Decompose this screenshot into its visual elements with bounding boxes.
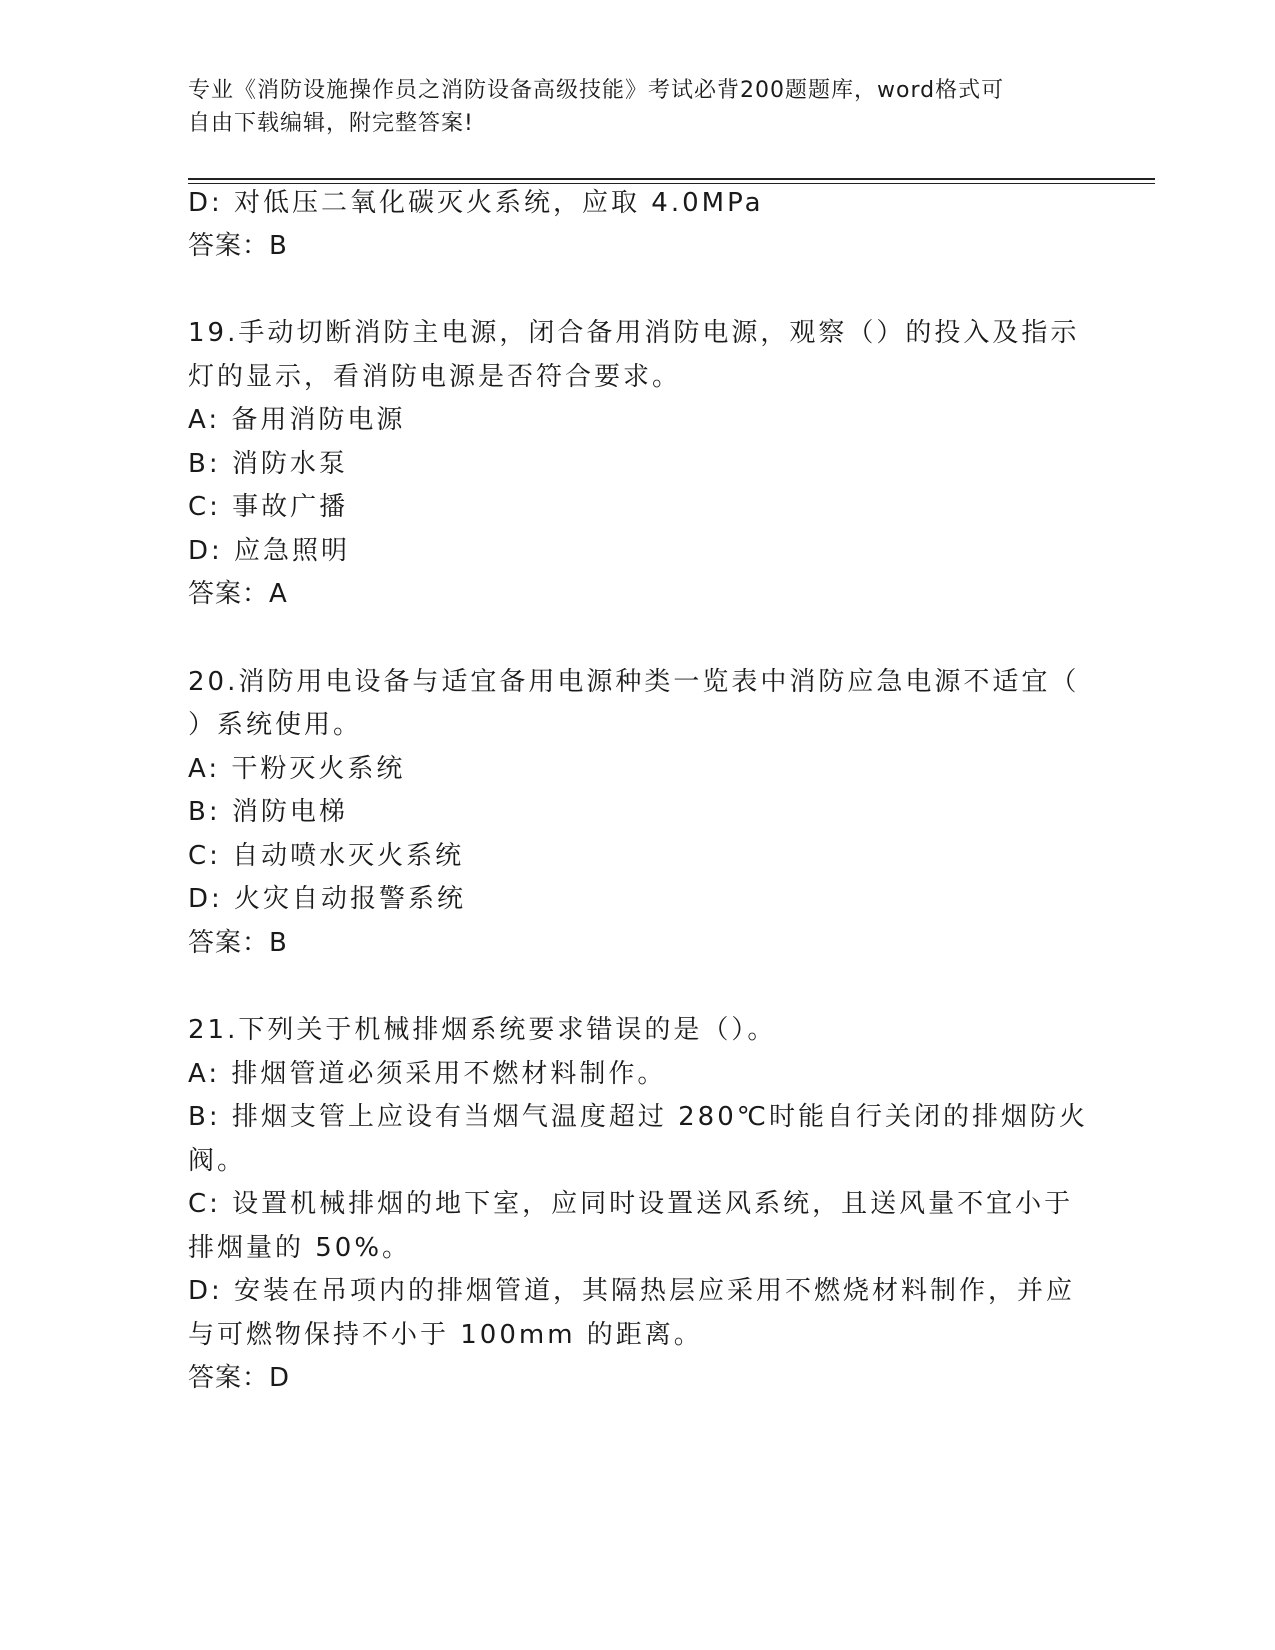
q20-stem-line-2: ）系统使用。: [188, 710, 363, 740]
header-divider-thick: [188, 178, 1155, 180]
q20-option-d: D: 火灾自动报警系统: [188, 884, 467, 914]
q19-option-d: D: 应急照明: [188, 536, 351, 566]
q21-option-d-line-1: D: 安装在吊项内的排烟管道，其隔热层应采用不燃烧材料制作，并应: [188, 1276, 1076, 1306]
header-line-2: 自由下载编辑，附完整答案!: [188, 111, 474, 136]
q19-option-c: C: 事故广播: [188, 492, 349, 522]
prev-option-d: D: 对低压二氧化碳灭火系统，应取 4.0MPa: [188, 188, 764, 218]
q21-option-b-line-2: 阀。: [188, 1146, 247, 1176]
q21-answer: 答案：D: [188, 1363, 291, 1393]
q20-option-a: A: 干粉灭火系统: [188, 754, 406, 784]
document-header: [188, 74, 1088, 140]
prev-answer: 答案：B: [188, 231, 288, 261]
q21-stem: 21.下列关于机械排烟系统要求错误的是（）。: [188, 1015, 777, 1045]
q19-option-a: A: 备用消防电源: [188, 405, 406, 435]
q21-option-c-line-1: C: 设置机械排烟的地下室，应同时设置送风系统，且送风量不宜小于: [188, 1189, 1074, 1219]
q20-option-b: B: 消防电梯: [188, 797, 348, 827]
q21-option-d-line-2: 与可燃物保持不小于 100mm 的距离。: [188, 1320, 703, 1350]
q19-answer: 答案：A: [188, 579, 288, 609]
header-divider-thin: [188, 183, 1155, 184]
q21-option-c-line-2: 排烟量的 50%。: [188, 1233, 412, 1263]
q20-answer: 答案：B: [188, 928, 288, 958]
q21-option-b-line-1: B: 排烟支管上应设有当烟气温度超过 280℃时能自行关闭的排烟防火: [188, 1102, 1088, 1132]
q20-stem-line-1: 20.消防用电设备与适宜备用电源种类一览表中消防应急电源不适宜（: [188, 667, 1080, 697]
header-line-1: 专业《消防设施操作员之消防设备高级技能》考试必背200题题库，word格式可: [188, 78, 1005, 103]
q19-stem-line-1: 19.手动切断消防主电源，闭合备用消防电源，观察（）的投入及指示: [188, 318, 1080, 348]
q21-option-a: A: 排烟管道必须采用不燃材料制作。: [188, 1059, 667, 1089]
q19-stem-line-2: 灯的显示，看消防电源是否符合要求。: [188, 362, 682, 392]
q20-option-c: C: 自动喷水灭火系统: [188, 841, 465, 871]
q19-option-b: B: 消防水泵: [188, 449, 348, 479]
